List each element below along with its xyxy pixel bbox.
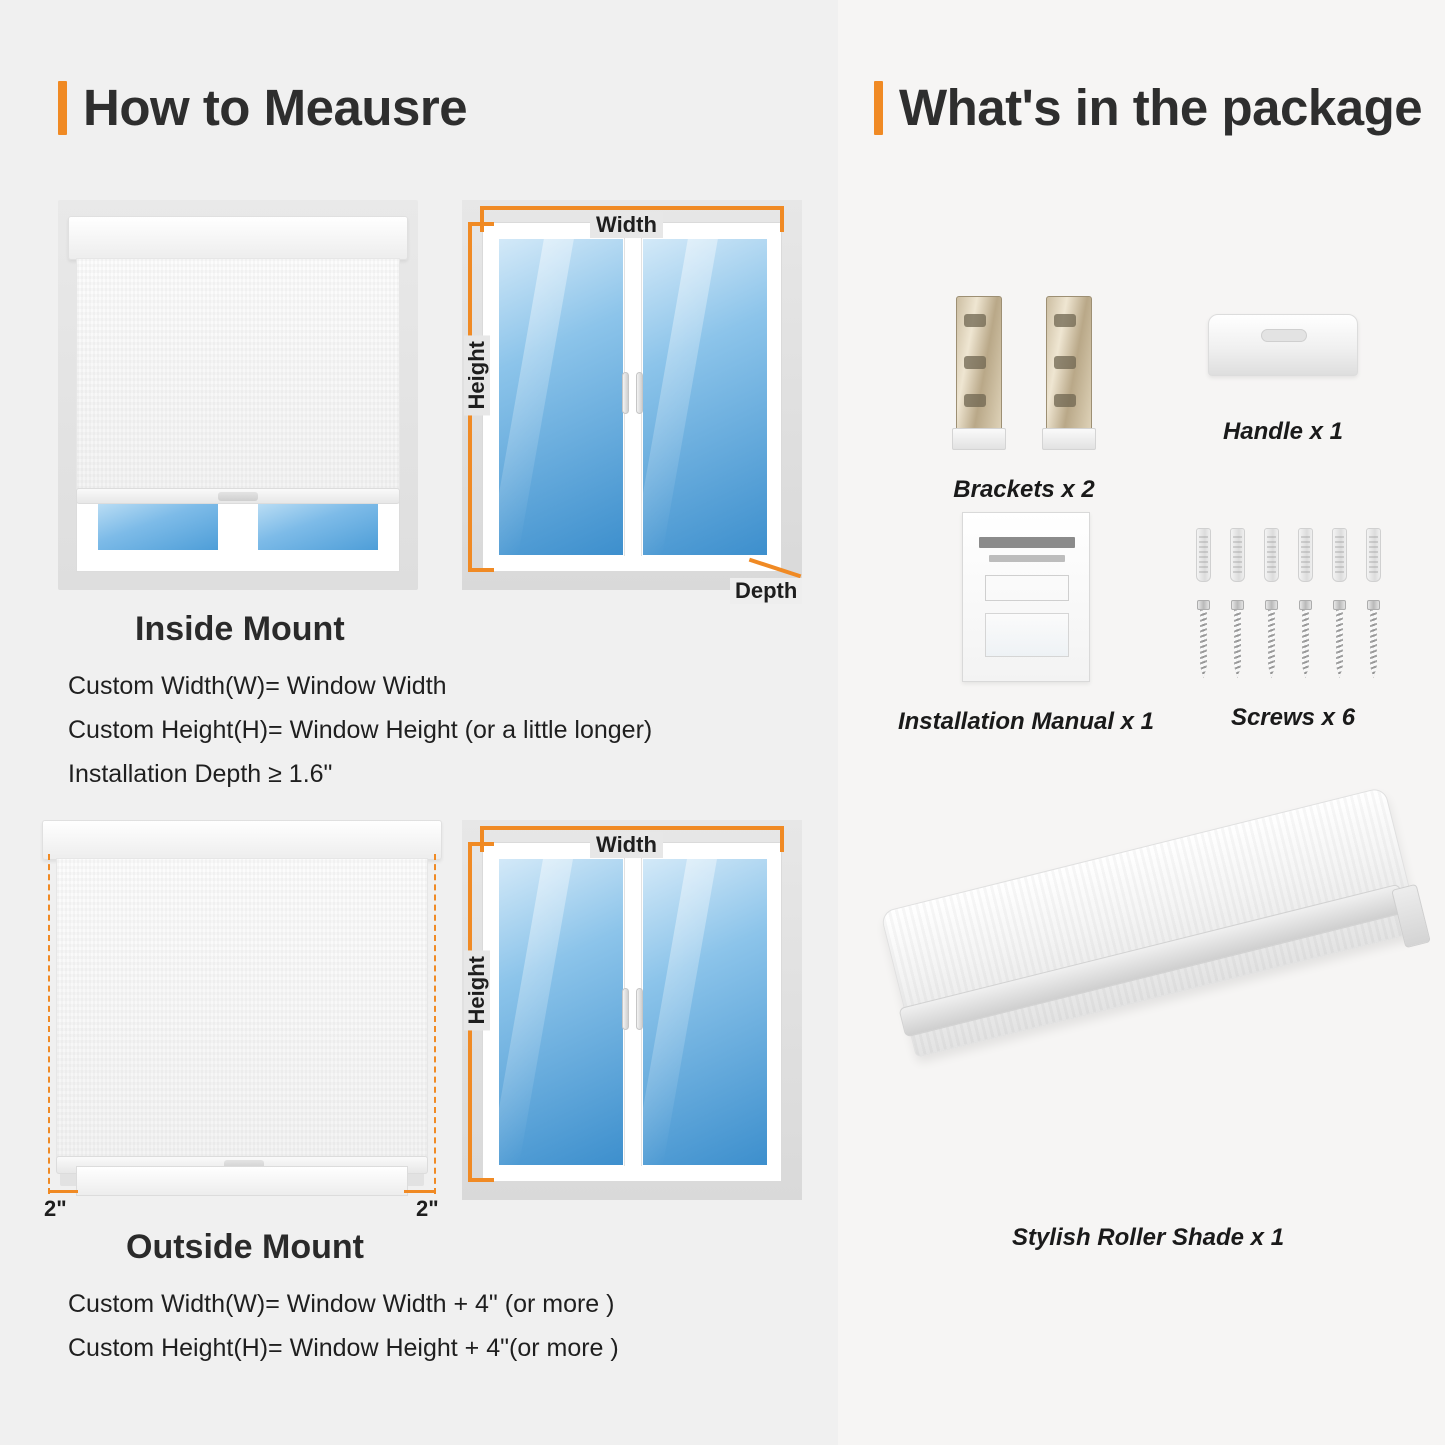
shade-fabric [76, 258, 400, 490]
bracket-icon [1042, 290, 1096, 450]
bracket-slot [964, 394, 986, 407]
outside-mount-title: Outside Mount [126, 1228, 364, 1266]
width-line [480, 826, 784, 830]
screws-caption: Screws x 6 [1230, 704, 1356, 731]
label-width: Width [590, 832, 663, 858]
height-tick-top [468, 222, 494, 226]
outside-mount-bullets [68, 1286, 619, 1374]
package-title: What's in the package [899, 79, 1423, 136]
package-item-brackets [904, 250, 1144, 504]
window-handle-left [622, 372, 629, 414]
brackets-caption: Brackets x 2 [953, 476, 1095, 503]
inside-mount-title: Inside Mount [135, 610, 345, 648]
screw-shaft [1234, 610, 1241, 678]
screw-head [1367, 600, 1380, 610]
window-pane-right [642, 858, 768, 1166]
screw-shaft [1200, 610, 1207, 678]
wall-anchor-icon [1196, 528, 1211, 582]
window-handle-right [636, 988, 643, 1030]
inside-mount-shade-illustration [58, 200, 418, 590]
window-pane-left [498, 238, 624, 556]
width-line [480, 206, 784, 210]
package-contents-panel [838, 0, 1445, 1445]
inside-bullet-1: Custom Width(W)= Window Width [68, 672, 447, 700]
bracket-base [952, 428, 1006, 450]
height-tick-bottom [468, 1178, 494, 1182]
bracket-icon [952, 290, 1006, 450]
manual-cover-image [985, 613, 1069, 657]
label-height: Height [464, 335, 490, 415]
screw-shaft [1302, 610, 1309, 678]
outside-mount-shade-illustration [42, 810, 442, 1221]
inside-mount-bullets [68, 668, 652, 800]
overhang-arrow-left [48, 1190, 78, 1193]
screw-icon [1333, 600, 1346, 678]
bracket-slot [964, 356, 986, 369]
screw-icon [1367, 600, 1380, 678]
how-to-measure-title: How to Meausre [83, 79, 468, 136]
overhang-guide-left [48, 854, 50, 1194]
bracket-slot [1054, 314, 1076, 327]
accent-bar [58, 81, 67, 135]
label-width: Width [590, 212, 663, 238]
manual-caption: Installation Manual x 1 [897, 708, 1155, 735]
overhang-guide-right [434, 854, 436, 1194]
how-to-measure-heading [58, 78, 467, 137]
package-item-handle [1158, 290, 1408, 446]
wall-anchor-icon [1298, 528, 1313, 582]
window-opening-behind [76, 1166, 408, 1196]
accent-bar [874, 81, 883, 135]
wall-anchor-icon [1264, 528, 1279, 582]
roller-shade-caption: Stylish Roller Shade x 1 [1011, 1224, 1285, 1251]
roller-shade-end-cap [1391, 884, 1431, 949]
shade-headrail [68, 216, 408, 260]
window-handle-right [636, 372, 643, 414]
screw-icon [1231, 600, 1244, 678]
label-depth: Depth [730, 578, 802, 604]
package-item-manual [896, 512, 1156, 736]
window-handle-left [622, 988, 629, 1030]
inside-bullet-3: Installation Depth ≥ 1.6" [68, 760, 333, 788]
installation-manual-icon [962, 512, 1090, 682]
wall-anchor-icon [1332, 528, 1347, 582]
shade-headrail [42, 820, 442, 860]
outside-bullet-1: Custom Width(W)= Window Width + 4" (or more ) [68, 1290, 615, 1318]
screw-icon [1197, 600, 1210, 678]
wall-anchor-icon [1366, 528, 1381, 582]
overhang-label-left: 2" [44, 1196, 67, 1221]
screw-icon [1265, 600, 1278, 678]
package-heading [874, 78, 1422, 137]
package-item-screws [1168, 512, 1418, 732]
outside-mount-measurement-diagram [462, 820, 802, 1200]
screw-icon [1299, 600, 1312, 678]
outside-bullet-2: Custom Height(H)= Window Height + 4"(or more ) [68, 1334, 619, 1362]
shade-fabric [56, 858, 428, 1158]
package-item-roller-shade [878, 860, 1418, 1300]
screw-head [1265, 600, 1278, 610]
window-pane-right [642, 238, 768, 556]
manual-cover-title [979, 537, 1075, 548]
screw-shaft [1268, 610, 1275, 678]
wall-anchor-icon [1230, 528, 1245, 582]
handle-grip [1261, 329, 1307, 342]
screw-shaft [1370, 610, 1377, 678]
screw-head [1333, 600, 1346, 610]
handle-icon [1208, 314, 1358, 376]
inside-mount-measurement-diagram [462, 200, 802, 603]
height-tick-top [468, 842, 494, 846]
screw-shaft [1336, 610, 1343, 678]
window-pane-left [498, 858, 624, 1166]
window-glass-right [258, 500, 378, 550]
overhang-label-right: 2" [416, 1196, 439, 1221]
height-tick-bottom [468, 568, 494, 572]
window-glass-left [98, 500, 218, 550]
bracket-slot [964, 314, 986, 327]
manual-cover-subtitle [989, 555, 1065, 562]
bracket-slot [1054, 356, 1076, 369]
manual-cover-table [985, 575, 1069, 601]
roller-shade-icon [898, 880, 1418, 1160]
overhang-arrow-right [404, 1190, 434, 1193]
bracket-slot [1054, 394, 1076, 407]
inside-bullet-2: Custom Height(H)= Window Height (or a little longer) [68, 716, 653, 744]
bracket-base [1042, 428, 1096, 450]
screw-head [1197, 600, 1210, 610]
screw-head [1231, 600, 1244, 610]
shade-pull-handle [218, 492, 258, 501]
label-height: Height [464, 950, 490, 1030]
handle-caption: Handle x 1 [1222, 418, 1344, 445]
screw-head [1299, 600, 1312, 610]
